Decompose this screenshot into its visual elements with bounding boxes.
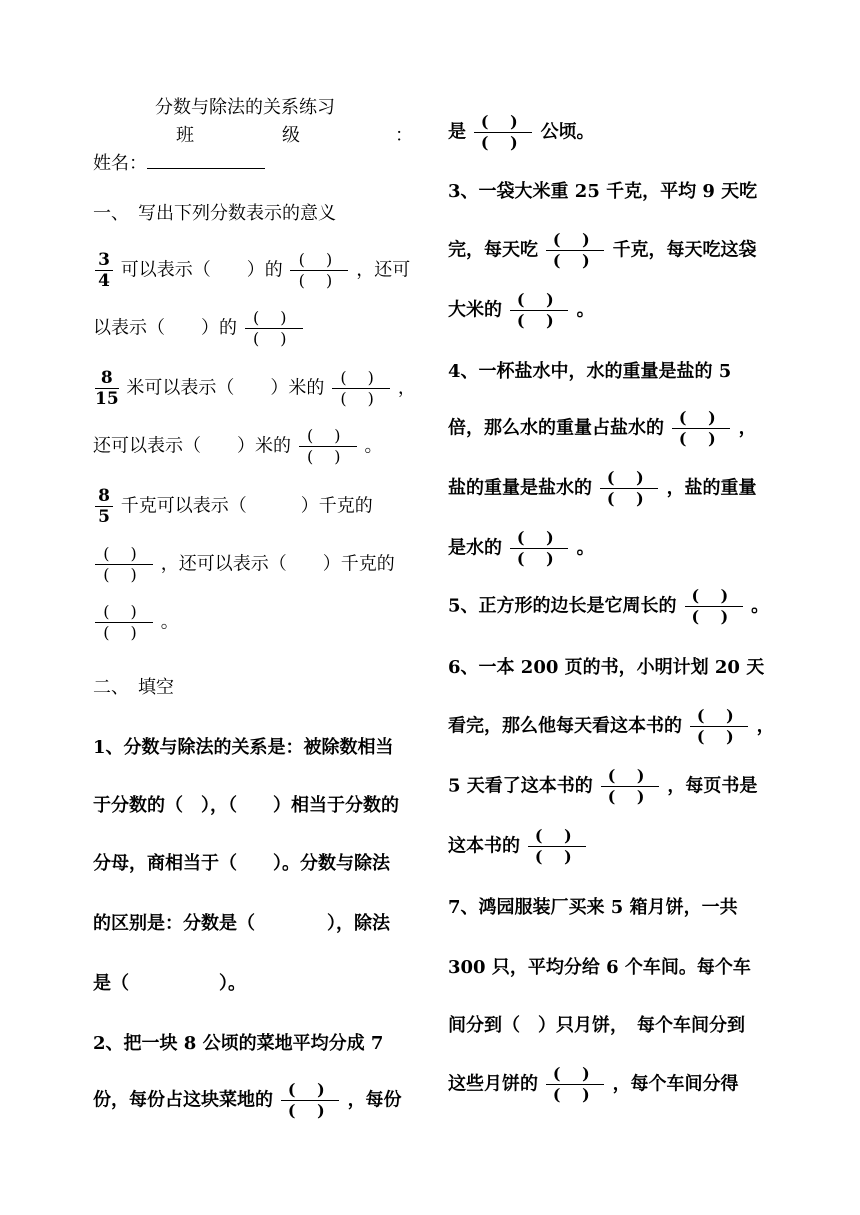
f7-line2: 300 只，平均分给 6 个车间。每个车 bbox=[448, 957, 751, 978]
f1-line5: 是（ ）。 bbox=[93, 973, 246, 994]
blank-fraction[interactable] bbox=[528, 826, 586, 867]
f3-line2: 完，每天吃 ( ) ( ) 千克，每天吃这袋 bbox=[448, 230, 757, 271]
f4-line1: 4、一杯盐水中，水的重量是盐的 5 bbox=[448, 361, 732, 382]
q1-line1: $\frac{3}{4}$ 可以表示（ ）的 ( ) ( ) ，还可 bbox=[93, 250, 410, 291]
f4-line2: 倍，那么水的重量占盐水的 ( ) ( ) ， bbox=[448, 408, 757, 449]
f7-line3: 间分到（ ）只月饼， 每个车间分到 bbox=[448, 1015, 745, 1036]
f7-line4: 这些月饼的 ( ) ( ) ，每个车间分得 bbox=[448, 1064, 739, 1105]
f5-line: 5、正方形的边长是它周长的 ( ) ( ) 。 bbox=[448, 586, 769, 627]
page-title: 分数与除法的关系练习 bbox=[155, 97, 335, 118]
blank-fraction[interactable] bbox=[685, 586, 743, 627]
blank-fraction[interactable] bbox=[690, 706, 748, 747]
blank-fraction[interactable] bbox=[245, 308, 303, 349]
f6-line1: 6、一本 200 页的书，小明计划 20 天 bbox=[448, 657, 765, 678]
blank-fraction[interactable] bbox=[299, 426, 357, 467]
f4-line4: 是水的 ( ) ( ) 。 bbox=[448, 528, 595, 569]
fraction-8-5: $\frac{8}{5}$ bbox=[95, 486, 113, 527]
q3-line2: ( ) ( ) ，还可以表示（ ）千克的 bbox=[93, 544, 395, 585]
blank-fraction[interactable] bbox=[672, 408, 730, 449]
section-1-heading: 一、 写出下列分数表示的意义 bbox=[93, 203, 336, 224]
f7-line1: 7、鸿园服装厂买来 5 箱月饼，一共 bbox=[448, 897, 738, 918]
blank-fraction[interactable] bbox=[601, 766, 659, 807]
class-colon: ： bbox=[395, 125, 413, 146]
f1-line1: 1、分数与除法的关系是：被除数相当 bbox=[93, 737, 394, 758]
q2-line1: $\frac{8}{15}$ 米可以表示（ ）米的 ( ) ( ) ， bbox=[93, 368, 416, 409]
blank-fraction[interactable] bbox=[600, 468, 658, 509]
blank-fraction[interactable] bbox=[510, 290, 568, 331]
q2-line2: 还可以表示（ ）米的 ( ) ( ) 。 bbox=[93, 426, 382, 467]
f2-line3: 是 ( ) ( ) 公顷。 bbox=[448, 112, 595, 153]
f3-line1: 3、一袋大米重 25 千克，平均 9 天吃 bbox=[448, 181, 758, 202]
f4-line3: 盐的重量是盐水的 ( ) ( ) ，盐的重量 bbox=[448, 468, 757, 509]
blank-fraction[interactable] bbox=[546, 1064, 604, 1105]
fraction-8-15: $\frac{8}{15}$ bbox=[95, 368, 119, 409]
name-field[interactable] bbox=[93, 148, 265, 176]
name-label: 姓名： bbox=[93, 153, 147, 174]
section-2-heading: 二、 填空 bbox=[93, 677, 174, 698]
blank-fraction[interactable] bbox=[474, 112, 532, 153]
blank-fraction[interactable] bbox=[510, 528, 568, 569]
f1-line3: 分母，商相当于（ ）。分数与除法 bbox=[93, 853, 390, 874]
f1-line4: 的区别是：分数是（ ），除法 bbox=[93, 913, 390, 934]
blank-fraction[interactable] bbox=[95, 544, 153, 585]
f2-line2: 份，每份占这块菜地的 ( ) ( ) ，每份 bbox=[93, 1080, 402, 1121]
q3-line3: ( ) ( ) 。 bbox=[93, 602, 179, 643]
f6-line4: 这本书的 ( ) ( ) bbox=[448, 826, 588, 867]
blank-fraction[interactable] bbox=[95, 602, 153, 643]
f2-line1: 2、把一块 8 公顷的菜地平均分成 7 bbox=[93, 1033, 384, 1054]
q1-line2: 以表示（ ）的 ( ) ( ) bbox=[93, 308, 305, 349]
blank-fraction[interactable] bbox=[290, 250, 348, 291]
blank-fraction[interactable] bbox=[332, 368, 390, 409]
f6-line2: 看完，那么他每天看这本书的 ( ) ( ) ， bbox=[448, 706, 775, 747]
name-underline[interactable] bbox=[147, 148, 265, 169]
blank-fraction[interactable] bbox=[281, 1080, 339, 1121]
q3-line1: $\frac{8}{5}$ 千克可以表示（ ）千克的 bbox=[93, 486, 373, 527]
class-label: 班级 bbox=[176, 125, 388, 146]
blank-fraction[interactable] bbox=[546, 230, 604, 271]
fraction-3-4: $\frac{3}{4}$ bbox=[95, 250, 113, 291]
f3-line3: 大米的 ( ) ( ) 。 bbox=[448, 290, 595, 331]
f6-line3: 5 天看了这本书的 ( ) ( ) ，每页书是 bbox=[448, 766, 757, 807]
f1-line2: 于分数的（ ），（ ）相当于分数的 bbox=[93, 795, 399, 816]
